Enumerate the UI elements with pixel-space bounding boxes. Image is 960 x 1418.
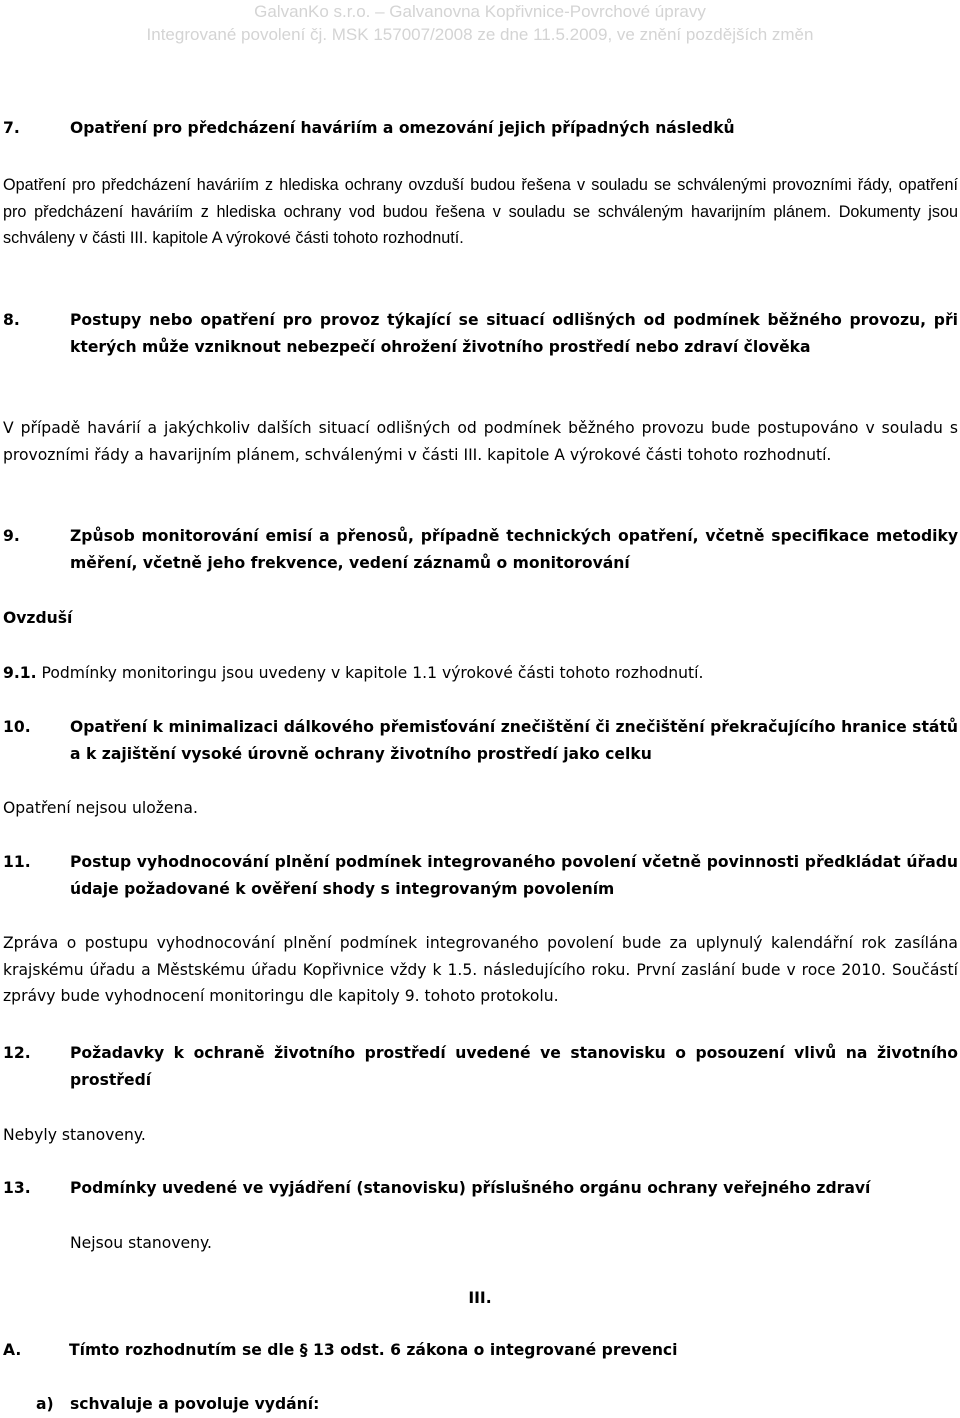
decision-text: Tímto rozhodnutím se dle § 13 odst. 6 zákona o integrované prevenci (69, 1341, 678, 1359)
section-10-heading (3, 714, 958, 767)
header-company: GalvanKo s.r.o. – Galvanovna Kopřivnice-Povrchové úpravy (254, 2, 706, 21)
section-12-text: Nebyly stanoveny. (3, 1126, 146, 1144)
section-9-heading (3, 523, 958, 576)
subheading-ovzdusi: Ovzduší (3, 609, 73, 627)
section-number: 11. (3, 853, 31, 871)
item-number: 9.1. (3, 664, 37, 682)
section-13-text: Nejsou stanoveny. (70, 1234, 212, 1252)
section-title: Opatření pro předcházení haváriím a omezování jejich případných následků (70, 119, 735, 137)
section-number: 9. (3, 527, 20, 545)
section-11-text: Zpráva o postupu vyhodnocování plnění podmínek integrovaného povolení bude za uplynulý kalendářní rok zasílána krajskému úřadu a Městskému úřadu Kopřivnice vždy k 1.5. následujícího roku. První zaslání bude v roce 2010. Součástí zprávy bude vyhodnocení monitoringu dle kapitoly 9. tohoto protokolu. (3, 934, 958, 1005)
item-9-1 (3, 660, 703, 687)
page-header (0, 0, 960, 46)
section-title: Postupy nebo opatření pro provoz týkající se situací odlišných od podmínek běžného provozu, při kterých může vzniknout nebezpečí ohrožení životního prostředí nebo zdraví člověka (70, 311, 958, 356)
section-13-heading (3, 1175, 958, 1202)
section-number: 8. (3, 311, 20, 329)
section-number: 12. (3, 1044, 31, 1062)
decision-letter: A. (3, 1341, 22, 1359)
header-permit-reference: Integrované povolení čj. MSK 157007/2008 ze dne 11.5.2009, ve znění pozdějších změn (146, 25, 814, 44)
item-a-text: schvaluje a povoluje vydání: (70, 1395, 320, 1413)
section-11-heading (3, 849, 958, 902)
section-12-heading (3, 1040, 958, 1093)
section-title: Podmínky uvedené ve vyjádření (stanovisku) příslušného orgánu ochrany veřejného zdraví (70, 1179, 871, 1197)
section-8-text: V případě havárií a jakýchkoliv dalších situací odlišných od podmínek běžného provozu bude postupováno v souladu s provozními řády a havarijním plánem, schválenými v části III. kapitole A výrokové části tohoto rozhodnutí. (3, 419, 958, 464)
item-a-label: a) (36, 1395, 54, 1413)
section-number: 7. (3, 119, 20, 137)
section-title: Způsob monitorování emisí a přenosů, případně technických opatření, včetně specifikace metodiky měření, včetně jeho frekvence, vedení záznamů o monitorování (70, 527, 958, 572)
section-number: 13. (3, 1179, 31, 1197)
section-8-heading (3, 307, 958, 360)
section-title: Požadavky k ochraně životního prostředí uvedené ve stanovisku o posouzení vlivů na životního prostředí (70, 1044, 958, 1089)
section-title: Postup vyhodnocování plnění podmínek integrovaného povolení včetně povinnosti předkládat úřadu údaje požadované k ověření shody s integrovaným povolením (70, 853, 958, 898)
item-text: Podmínky monitoringu jsou uvedeny v kapitole 1.1 výrokové části tohoto rozhodnutí. (36, 664, 704, 682)
section-title: Opatření k minimalizaci dálkového přemisťování znečištění či znečištění překračujícího hranice států a k zajištění vysoké úrovně ochrany životního prostředí jako celku (70, 718, 958, 763)
section-7-text: Opatření pro předcházení haváriím z hlediska ochrany ovzduší budou řešena v souladu se schválenými provozními řády, opatření pro předcházení haváriím z hlediska ochrany vod budou řešena v souladu se schváleným havarijním plánem. Dokumenty jsou schváleny v části III. kapitole A výrokové části tohoto rozhodnutí. (3, 176, 958, 247)
section-number: 10. (3, 718, 31, 736)
section-7-heading (3, 115, 958, 142)
section-10-text: Opatření nejsou uložena. (3, 799, 198, 817)
part-heading: III. (468, 1289, 492, 1307)
